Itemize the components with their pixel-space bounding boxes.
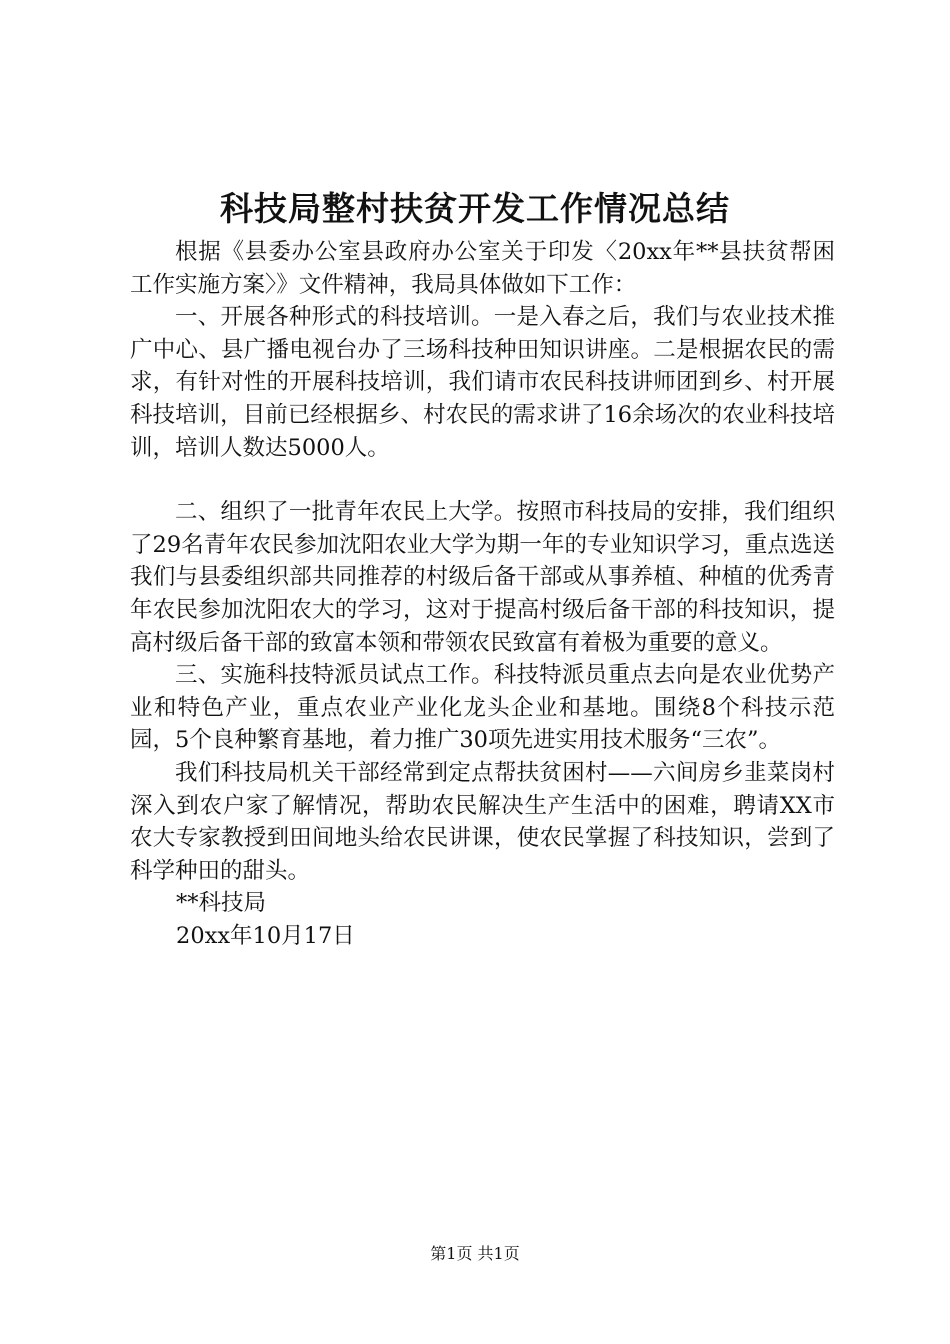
document-body — [130, 236, 835, 952]
paragraph-intro: 根据《县委办公室县政府办公室关于印发〈20xx年**县扶贫帮困工作实施方案〉》文件精神，我局具体做如下工作： — [130, 239, 835, 298]
page-number-footer: 第1页 共1页 — [430, 1244, 520, 1263]
paragraph-closing: 我们科技局机关干部经常到定点帮扶贫困村——六间房乡韭菜岗村深入到农户家了解情况，帮助农民解决生产生活中的困难，聘请XX市农大专家教授到田间地头给农民讲课，使农民掌握了科技知识，尝到了科学种田的甜头。 — [130, 759, 835, 884]
document-title: 科技局整村扶贫开发工作情况总结 — [220, 189, 730, 228]
signature: **科技局 — [176, 890, 267, 917]
paragraph-section-3: 三、实施科技特派员试点工作。科技特派员重点去向是农业优势产业和特色产业，重点农业产业化龙头企业和基地。围绕8个科技示范园，5个良种繁育基地，着力推广30项先进实用技术服务“三农”。 — [130, 662, 835, 754]
paragraph-section-2: 二、组织了一批青年农民上大学。按照市科技局的安排，我们组织了29名青年农民参加沈阳农业大学为期一年的专业知识学习，重点选送我们与县委组织部共同推荐的村级后备干部或从事养植、种植的优秀青年农民参加沈阳农大的学习，这对于提高村级后备干部的科技知识，提高村级后备干部的致富本领和带领农民致富有着极为重要的意义。 — [130, 499, 835, 656]
document-date: 20xx年10月17日 — [176, 922, 355, 949]
paragraph-section-1: 一、开展各种形式的科技培训。一是入春之后，我们与农业技术推广中心、县广播电视台办了三场科技种田知识讲座。二是根据农民的需求，有针对性的开展科技培训，我们请市农民科技讲师团到乡、村开展科技培训，目前已经根据乡、村农民的需求讲了16余场次的农业科技培训，培训人数达5000人。 — [130, 304, 835, 461]
